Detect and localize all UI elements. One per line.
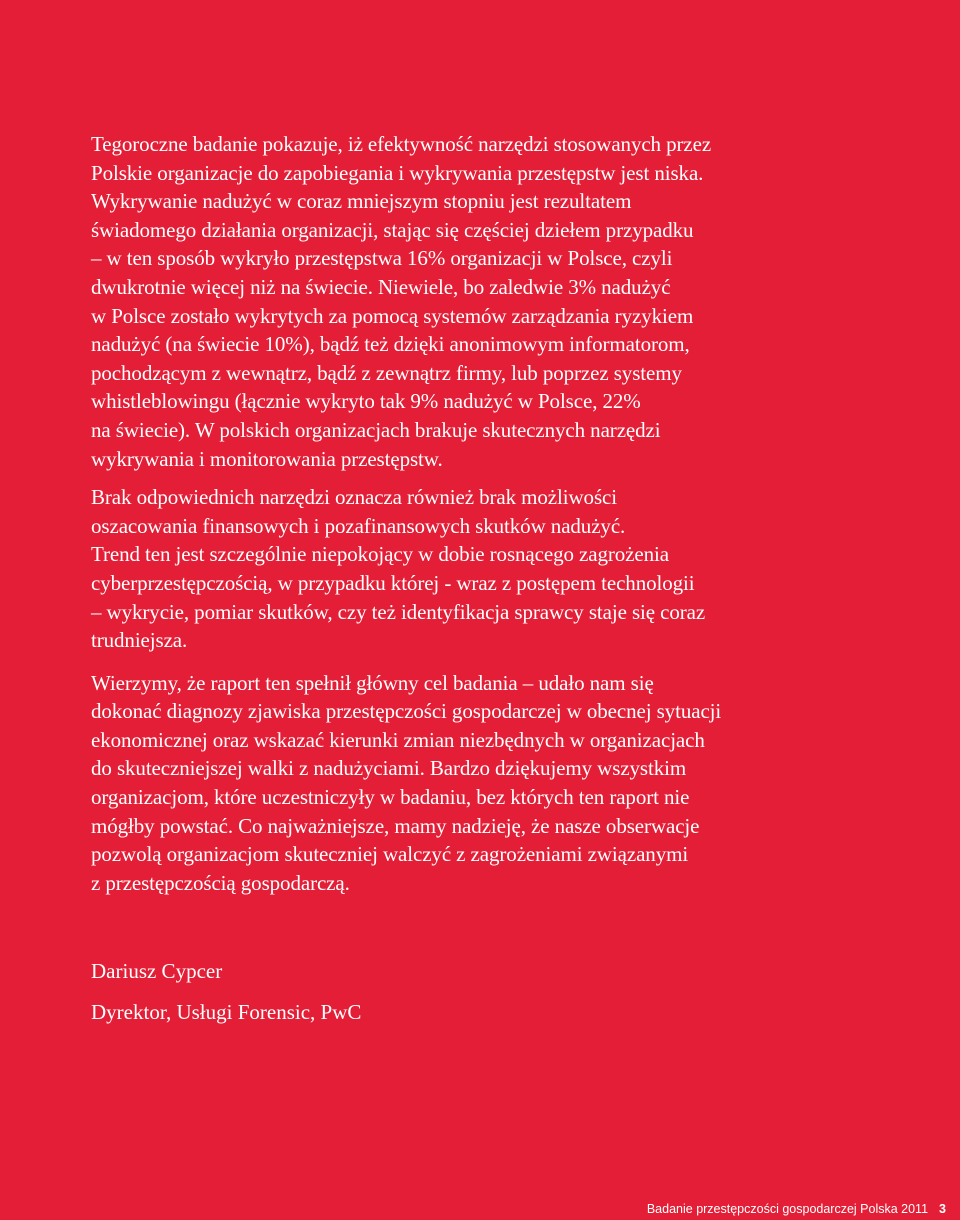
signature-block xyxy=(91,957,361,1026)
report-body-text xyxy=(91,130,831,897)
paragraph-conclusion-thanks: Wierzymy, że raport ten spełnił główny cel badania – udało nam się dokonać diagnozy zjawiska przestępczości gospodarczej w obecnej sytuacji ekonomicznej oraz wskazać kierunki zmian niezbędnych w organizacjach do skuteczniejszej walki z nadużyciami. Bardzo dziękujemy wszystkim organizacjom, które uczestniczyły w badaniu, bez których ten raport nie mógłby powstać. Co najważniejsze, mamy nadzieję, że nasze obserwacje pozwolą organizacjom skuteczniej walczyć z zagrożeniami związanymi z przestępczością gospodarczą. xyxy=(91,670,722,895)
signatory-title: Dyrektor, Usługi Forensic, PwC xyxy=(91,1000,362,1024)
paragraph-cybercrime-trend: Brak odpowiednich narzędzi oznacza również brak możliwości oszacowania finansowych i pozafinansowych skutków nadużyć. Trend ten jest szczególnie niepokojący w dobie rosnącego zagrożenia cyberprzestępczością, w przypadku której - wraz z postępem technologii – wykrycie, pomiar skutków, czy też identyfikacja sprawcy staje się coraz trudniejsza. xyxy=(91,485,706,653)
page-footer xyxy=(647,1201,946,1217)
publication-title: Badanie przestępczości gospodarczej Polska 2011 xyxy=(646,1202,929,1216)
paragraph-detection-effectiveness: Tegoroczne badanie pokazuje, iż efektywność narzędzi stosowanych przez Polskie organizacje do zapobiegania i wykrywania przestępstw jest niska. Wykrywanie nadużyć w coraz mniejszym stopniu jest rezultatem świadomego działania organizacji, stając się częściej dziełem przypadku – w ten sposób wykryło przestępstwa 16% organizacji w Polsce, czyli dwukrotnie więcej niż na świecie. Niewiele, bo zaledwie 3% nadużyć w Polsce zostało wykrytych za pomocą systemów zarządzania ryzykiem nadużyć (na świecie 10%), bądź też dzięki anonimowym informatorom, pochodzącym z wewnątrz, bądź z zewnątrz firmy, lub poprzez systemy whistleblowingu (łącznie wykryto tak 9% nadużyć w Polsce, 22% na świecie). W polskich organizacjach brakuje skutecznych narzędzi wykrywania i monitorowania przestępstw. xyxy=(91,132,712,471)
signatory-name: Dariusz Cypcer xyxy=(91,959,223,983)
page-number: 3 xyxy=(939,1202,946,1216)
